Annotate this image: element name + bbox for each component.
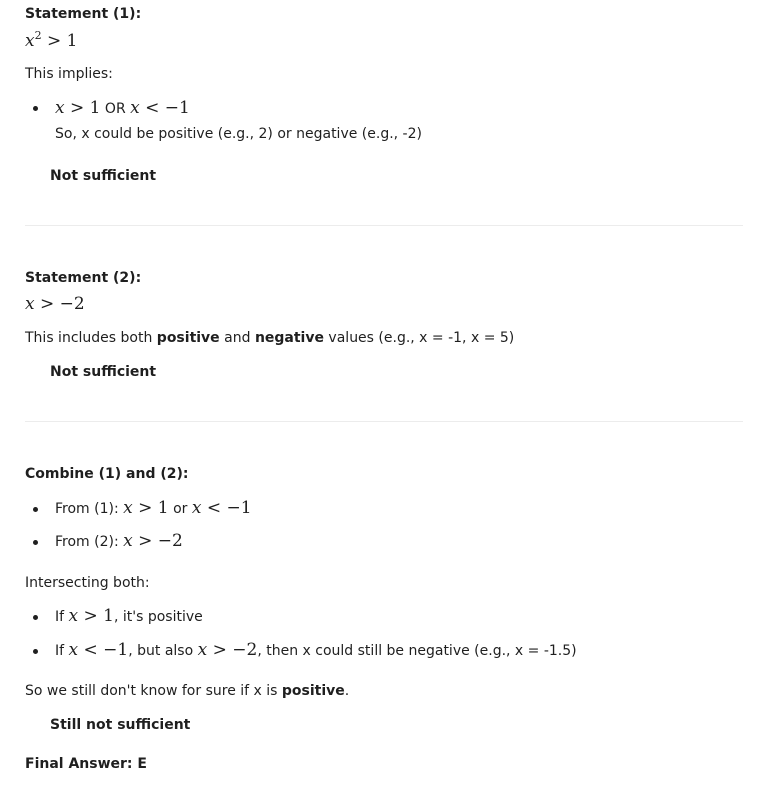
final-answer: Final Answer: E [25,756,147,772]
bullet [33,507,38,512]
statement-2-text: This includes both positive and negative values (e.g., x = -1, x = 5) [25,330,515,346]
statement-1-heading: Statement (1): [25,6,142,22]
combine-if-1: If x > 1, it's positive [55,606,203,626]
bullet [33,649,38,654]
combine-heading: Combine (1) and (2): [25,466,189,482]
divider [25,225,743,226]
statement-1-math: $x^2 > 1$ [25,29,78,51]
combine-from-1: From (1): x > 1 or x < −1 [55,498,252,518]
bullet [33,540,38,545]
combine-if-2: If x < −1, but also x > −2, then x could still be negative (e.g., x = -1.5) [55,640,577,660]
bullet [33,106,38,111]
statement-1-verdict: Not sufficient [50,168,157,184]
statement-2-verdict: Not sufficient [50,364,157,380]
divider [25,421,743,422]
combine-from-2: From (2): x > −2 [55,531,183,551]
statement-2-heading: Statement (2): [25,270,142,286]
combine-still: So we still don't know for sure if x is positive. [25,683,350,699]
statement-2-math: x > −2 [25,294,85,314]
combine-intersect: Intersecting both: [25,575,150,591]
combine-verdict: Still not sufficient [50,717,191,733]
statement-1-implies: This implies: [25,66,113,82]
statement-1-sub: So, x could be positive (e.g., 2) or negative (e.g., -2) [55,126,422,142]
bullet [33,615,38,620]
statement-1-condition: x > 1 OR x < −1 [55,98,190,118]
